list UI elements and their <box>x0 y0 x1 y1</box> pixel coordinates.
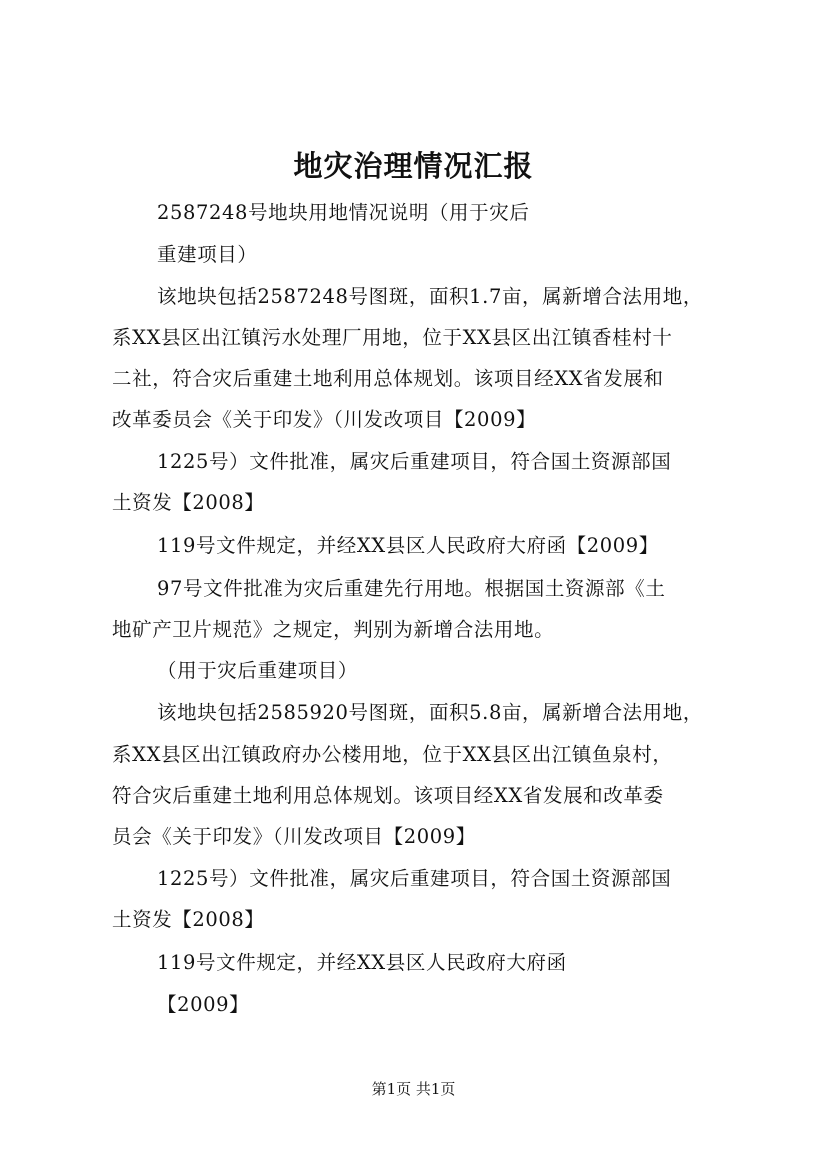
paragraph-line: 该地块包括2585920号图斑，面积5.8亩，属新增合法用地， <box>157 701 703 724</box>
page-footer: 第1页 共1页 <box>371 1080 456 1098</box>
paragraph-line: 该地块包括2587248号图斑，面积1.7亩，属新增合法用地， <box>157 285 703 308</box>
paragraph-line: 改革委员会《关于印发》（川发改项目【2009】 <box>112 408 537 431</box>
paragraph-line: 1225号）文件批准，属灾后重建项目，符合国土资源部国 <box>157 867 672 890</box>
paragraph-line: 119号文件规定，并经XX县区人民政府大府函【2009】 <box>157 534 659 557</box>
document-title: 地灾治理情况汇报 <box>293 149 534 183</box>
paragraph-line: 系XX县区出江镇污水处理厂用地，位于XX县区出江镇香桂村十 <box>112 326 673 349</box>
paragraph-line: 119号文件规定，并经XX县区人民政府大府函 <box>157 951 567 974</box>
paragraph-line: 系XX县区出江镇政府办公楼用地，位于XX县区出江镇鱼泉村， <box>112 743 673 766</box>
paragraph-line: 【2009】 <box>157 993 250 1016</box>
paragraph-line: 土资发【2008】 <box>112 908 265 931</box>
paragraph-line: 员会《关于印发》（川发改项目【2009】 <box>112 825 476 848</box>
paragraph-line: 重建项目） <box>157 243 258 266</box>
paragraph-line: 二社，符合灾后重建土地利用总体规划。该项目经XX省发展和 <box>112 367 664 390</box>
paragraph-line: 97号文件批准为灾后重建先行用地。根据国土资源部《土 <box>157 577 666 600</box>
paragraph-line: 土资发【2008】 <box>112 491 265 514</box>
paragraph-line: 2587248号地块用地情况说明（用于灾后 <box>157 201 530 224</box>
paragraph-line: 符合灾后重建土地利用总体规划。该项目经XX省发展和改革委 <box>112 784 664 807</box>
paragraph-line: （用于灾后重建项目） <box>157 659 359 682</box>
paragraph-line: 地矿产卫片规范》之规定，判别为新增合法用地。 <box>112 618 555 641</box>
paragraph-line: 1225号）文件批准，属灾后重建项目，符合国土资源部国 <box>157 450 672 473</box>
